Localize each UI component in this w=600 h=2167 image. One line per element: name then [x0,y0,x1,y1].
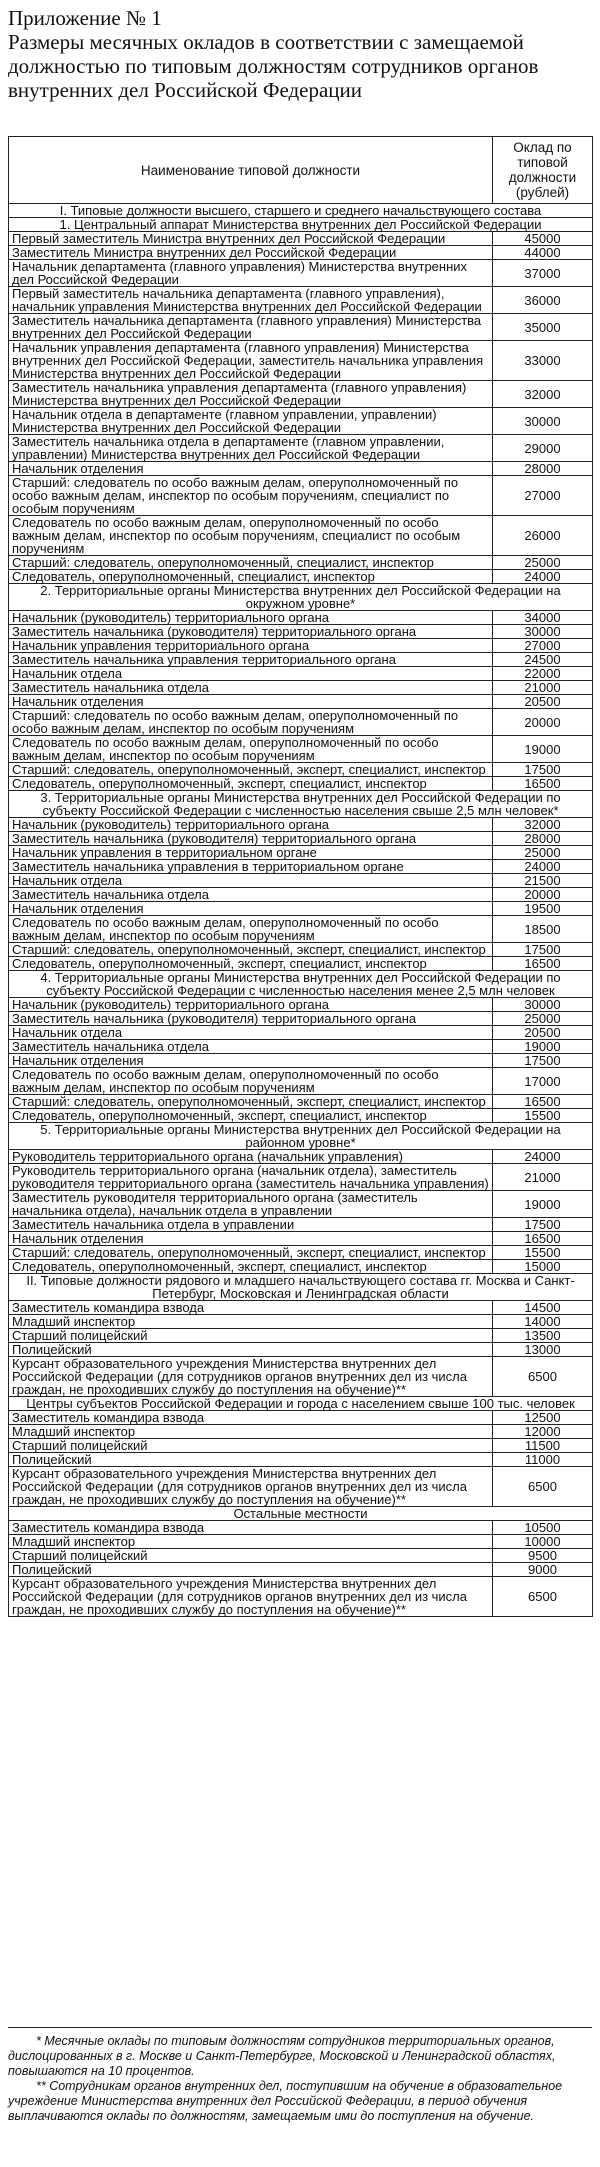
position-name: Заместитель начальника департамента (главного управления) Министерства внутренних дел Российской Федерации [9,314,493,341]
table-row [9,476,593,516]
salary-value: 25000 [493,1012,593,1026]
table-row [9,1343,593,1357]
table-row [9,1054,593,1068]
position-name: Младший инспектор [9,1425,493,1439]
table-row [9,860,593,874]
table-row [9,1563,593,1577]
salary-value: 20500 [493,1026,593,1040]
title-line: Размеры месячных окладов в соответствии с замещаемой [8,30,524,54]
position-name: Начальник отделения [9,695,493,709]
position-name: Младший инспектор [9,1315,493,1329]
position-name: Следователь, оперуполномоченный, эксперт, специалист, инспектор [9,957,493,971]
table-row [9,1109,593,1123]
table-row [9,1191,593,1218]
section-title: 3. Территориальные органы Министерства внутренних дел Российской Федерации по субъекту Российской Федерации с численностью населения свыше 2,5 млн человек* [9,791,593,818]
position-name: Заместитель командира взвода [9,1411,493,1425]
salary-value: 15500 [493,1246,593,1260]
salary-value: 14500 [493,1301,593,1315]
table-row [9,1467,593,1507]
position-name: Следователь по особо важным делам, оперуполномоченный по особо важным делам, инспектор по особым поручениям, специалист по особым поручениям [9,516,493,556]
table-row [9,943,593,957]
table-row [9,435,593,462]
footnote: ** Сотрудникам органов внутренних дел, поступившим на обучение в образовательное учреждение Министерства внутренних дел Российской Федерации, в период обучения выплачиваются оклады по должностям, замещаемым ими до поступления на обучение. [8,2079,563,2123]
table-row [9,1577,593,1617]
section-title: 5. Территориальные органы Министерства внутренних дел Российской Федерации на районном уровне* [9,1123,593,1150]
table-row [9,1026,593,1040]
table-row [9,1301,593,1315]
table-row [9,625,593,639]
table-row [9,846,593,860]
position-name: Начальник управления в территориальном органе [9,846,493,860]
salary-value: 17500 [493,943,593,957]
position-name: Начальник отделения [9,462,493,476]
position-name: Заместитель командира взвода [9,1521,493,1535]
salary-value: 17500 [493,763,593,777]
table-row [9,1068,593,1095]
position-name: Первый заместитель Министра внутренних дел Российской Федерации [9,232,493,246]
table-row [9,1453,593,1467]
table-row [9,1095,593,1109]
table-row [9,777,593,791]
position-name: Следователь, оперуполномоченный, эксперт, специалист, инспектор [9,1109,493,1123]
table-row [9,341,593,381]
position-name: Полицейский [9,1563,493,1577]
position-name: Старший: следователь, оперуполномоченный, эксперт, специалист, инспектор [9,1095,493,1109]
salary-value: 11500 [493,1439,593,1453]
table-row [9,1329,593,1343]
table-row [9,888,593,902]
salary-value: 29000 [493,435,593,462]
salary-value: 13500 [493,1329,593,1343]
section-row [9,1507,593,1521]
section-row [9,204,593,218]
table-row [9,1439,593,1453]
position-name: Следователь по особо важным делам, оперуполномоченный по особо важным делам, инспектор по особым поручениям [9,1068,493,1095]
position-name: Заместитель начальника (руководителя) территориального органа [9,1012,493,1026]
section-row [9,1397,593,1411]
table-row [9,998,593,1012]
position-name: Старший: следователь, оперуполномоченный, эксперт, специалист, инспектор [9,943,493,957]
salary-value: 20000 [493,888,593,902]
table-row [9,763,593,777]
table-row [9,1549,593,1563]
salary-value: 15000 [493,1260,593,1274]
position-name: Заместитель начальника отдела [9,888,493,902]
salary-value: 30000 [493,998,593,1012]
salary-value: 45000 [493,232,593,246]
position-name: Заместитель начальника управления территориального органа [9,653,493,667]
salary-value: 34000 [493,611,593,625]
table-row [9,381,593,408]
salary-value: 28000 [493,832,593,846]
salary-value: 27000 [493,476,593,516]
table-row [9,874,593,888]
document-title [8,6,594,102]
table-row [9,1232,593,1246]
salary-value: 24000 [493,570,593,584]
position-name: Старший: следователь по особо важным делам, оперуполномоченный по особо важным делам, инспектор по особым поручениям [9,709,493,736]
table-row [9,667,593,681]
position-name: Старший: следователь, оперуполномоченный, специалист, инспектор [9,556,493,570]
section-title: 1. Центральный аппарат Министерства внутренних дел Российской Федерации [9,218,593,232]
position-name: Полицейский [9,1343,493,1357]
salary-value: 33000 [493,341,593,381]
salary-value: 36000 [493,287,593,314]
table-row [9,314,593,341]
salary-value: 13000 [493,1343,593,1357]
position-name: Начальник отделения [9,1232,493,1246]
table-row [9,287,593,314]
salary-value: 30000 [493,625,593,639]
title-line: внутренних дел Российской Федерации [8,78,363,102]
header-position: Наименование типовой должности [9,137,493,204]
salary-value: 21000 [493,681,593,695]
table-row [9,556,593,570]
position-name: Старший полицейский [9,1549,493,1563]
section-title: Центры субъектов Российской Федерации и города с населением свыше 100 тыс. человек [9,1397,593,1411]
salary-value: 22000 [493,667,593,681]
salary-value: 17500 [493,1218,593,1232]
salary-value: 15500 [493,1109,593,1123]
position-name: Старший: следователь, оперуполномоченный, эксперт, специалист, инспектор [9,763,493,777]
position-name: Заместитель начальника отдела [9,1040,493,1054]
footnote: * Месячные оклады по типовым должностям сотрудников территориальных органов, дислоцированных в г. Москве и Санкт-Петербурге, Московской и Ленинградской областях, повышаются на 10 процентов. [8,2034,556,2078]
salary-value: 26000 [493,516,593,556]
table-row [9,1260,593,1274]
table-row [9,695,593,709]
table-row [9,260,593,287]
salary-value: 19000 [493,736,593,763]
position-name: Курсант образовательного учреждения Министерства внутренних дел Российской Федерации (для сотрудников органов внутренних дел из числа граждан, не проходивших службу до поступления на обучение)** [9,1577,493,1617]
salary-value: 24500 [493,653,593,667]
position-name: Начальник департамента (главного управления) Министерства внутренних дел Российской Федерации [9,260,493,287]
table-row [9,818,593,832]
section-title: 4. Территориальные органы Министерства внутренних дел Российской Федерации по субъекту Российской Федерации с численностью населения менее 2,5 млн человек [9,971,593,998]
section-row [9,218,593,232]
position-name: Начальник отдела [9,667,493,681]
salary-value: 19500 [493,902,593,916]
section-row [9,584,593,611]
table-row [9,957,593,971]
table-row [9,1246,593,1260]
position-name: Начальник отдела в департаменте (главном управлении, управлении) Министерства внутренних дел Российской Федерации [9,408,493,435]
position-name: Начальник управления территориального органа [9,639,493,653]
position-name: Следователь по особо важным делам, оперуполномоченный по особо важным делам, инспектор по особым поручениям [9,916,493,943]
salary-value: 19000 [493,1040,593,1054]
position-name: Старший полицейский [9,1439,493,1453]
salary-value: 16500 [493,777,593,791]
position-name: Начальник управления департамента (главного управления) Министерства внутренних дел Российской Федерации, заместитель начальника управления Министерства внутренних дел Российской Федерации [9,341,493,381]
table-row [9,232,593,246]
salary-value: 10500 [493,1521,593,1535]
position-name: Полицейский [9,1453,493,1467]
table-row [9,832,593,846]
table-row [9,462,593,476]
table-row [9,1357,593,1397]
position-name: Младший инспектор [9,1535,493,1549]
table-row [9,1535,593,1549]
table-row [9,1164,593,1191]
salary-value: 32000 [493,818,593,832]
table-row [9,570,593,584]
section-title: I. Типовые должности высшего, старшего и среднего начальствующего состава [9,204,593,218]
salary-value: 12000 [493,1425,593,1439]
section-title: Остальные местности [9,1507,593,1521]
position-name: Заместитель начальника управления департамента (главного управления) Министерства внутренних дел Российской Федерации [9,381,493,408]
table-row [9,1425,593,1439]
position-name: Заместитель начальника отдела в департаменте (главном управлении, управлении) Министерства внутренних дел Российской Федерации [9,435,493,462]
position-name: Первый заместитель начальника департамента (главного управления), начальник управления Министерства внутренних дел Российской Федерации [9,287,493,314]
salary-value: 10000 [493,1535,593,1549]
position-name: Заместитель начальника (руководителя) территориального органа [9,625,493,639]
position-name: Старший: следователь, оперуполномоченный, эксперт, специалист, инспектор [9,1246,493,1260]
position-name: Курсант образовательного учреждения Министерства внутренних дел Российской Федерации (для сотрудников органов внутренних дел из числа граждан, не проходивших службу до поступления на обучение)** [9,1467,493,1507]
salary-value: 20000 [493,709,593,736]
footnotes [8,2027,592,2124]
salary-value: 6500 [493,1357,593,1397]
table-row [9,246,593,260]
position-name: Заместитель начальника (руководителя) территориального органа [9,832,493,846]
position-name: Курсант образовательного учреждения Министерства внутренних дел Российской Федерации (для сотрудников органов внутренних дел из числа граждан, не проходивших службу до поступления на обучение)** [9,1357,493,1397]
salary-value: 19000 [493,1191,593,1218]
salary-table [8,136,593,1617]
table-row [9,709,593,736]
table-row [9,1521,593,1535]
position-name: Следователь, оперуполномоченный, эксперт, специалист, инспектор [9,777,493,791]
section-row [9,791,593,818]
salary-value: 44000 [493,246,593,260]
salary-value: 17000 [493,1068,593,1095]
table-row [9,1150,593,1164]
salary-value: 11000 [493,1453,593,1467]
table-header-row [9,137,593,204]
salary-value: 16500 [493,957,593,971]
position-name: Следователь по особо важным делам, оперуполномоченный по особо важным делам, инспектор по особым поручениям [9,736,493,763]
salary-value: 30000 [493,408,593,435]
salary-value: 6500 [493,1577,593,1617]
position-name: Начальник отдела [9,1026,493,1040]
title-line: должностью по типовым должностям сотрудников органов [8,54,539,78]
header-salary: Оклад по типовой должности (рублей) [493,137,593,204]
salary-value: 27000 [493,639,593,653]
position-name: Заместитель Министра внутренних дел Российской Федерации [9,246,493,260]
table-row [9,736,593,763]
salary-value: 16500 [493,1232,593,1246]
position-name: Следователь, оперуполномоченный, специалист, инспектор [9,570,493,584]
salary-value: 35000 [493,314,593,341]
table-row [9,611,593,625]
section-row [9,1274,593,1301]
salary-value: 32000 [493,381,593,408]
position-name: Заместитель начальника отдела [9,681,493,695]
table-row [9,681,593,695]
salary-value: 12500 [493,1411,593,1425]
position-name: Начальник (руководитель) территориального органа [9,818,493,832]
salary-value: 21500 [493,874,593,888]
section-title: 2. Территориальные органы Министерства внутренних дел Российской Федерации на окружном уровне* [9,584,593,611]
salary-value: 14000 [493,1315,593,1329]
position-name: Начальник отделения [9,902,493,916]
position-name: Старший: следователь по особо важным делам, оперуполномоченный по особо важным делам, инспектор по особым поручениям, специалист по особым поручениям [9,476,493,516]
table-row [9,902,593,916]
salary-value: 18500 [493,916,593,943]
position-name: Заместитель командира взвода [9,1301,493,1315]
salary-value: 25000 [493,846,593,860]
table-row [9,916,593,943]
table-row [9,1411,593,1425]
salary-value: 21000 [493,1164,593,1191]
salary-value: 17500 [493,1054,593,1068]
salary-value: 6500 [493,1467,593,1507]
salary-value: 24000 [493,860,593,874]
position-name: Начальник отдела [9,874,493,888]
section-title: II. Типовые должности рядового и младшего начальствующего состава гг. Москва и Санкт-Петербург, Московская и Ленинградская области [9,1274,593,1301]
table-row [9,1040,593,1054]
salary-value: 28000 [493,462,593,476]
position-name: Заместитель руководителя территориального органа (заместитель начальника отдела), начальник отдела в управлении [9,1191,493,1218]
table-row [9,1218,593,1232]
position-name: Старший полицейский [9,1329,493,1343]
table-row [9,1012,593,1026]
salary-value: 16500 [493,1095,593,1109]
salary-value: 25000 [493,556,593,570]
position-name: Начальник отделения [9,1054,493,1068]
position-name: Начальник (руководитель) территориального органа [9,998,493,1012]
section-row [9,971,593,998]
position-name: Заместитель начальника управления в территориальном органе [9,860,493,874]
table-row [9,1315,593,1329]
salary-value: 37000 [493,260,593,287]
position-name: Руководитель территориального органа (начальник отдела), заместитель руководителя территориального органа (заместитель начальника управления) [9,1164,493,1191]
position-name: Заместитель начальника отдела в управлении [9,1218,493,1232]
table-row [9,516,593,556]
table-row [9,408,593,435]
table-row [9,653,593,667]
position-name: Следователь, оперуполномоченный, эксперт, специалист, инспектор [9,1260,493,1274]
position-name: Начальник (руководитель) территориального органа [9,611,493,625]
table-row [9,639,593,653]
section-row [9,1123,593,1150]
position-name: Руководитель территориального органа (начальник управления) [9,1150,493,1164]
salary-value: 24000 [493,1150,593,1164]
salary-value: 9500 [493,1549,593,1563]
title-line: Приложение № 1 [8,6,162,30]
salary-value: 20500 [493,695,593,709]
salary-value: 9000 [493,1563,593,1577]
